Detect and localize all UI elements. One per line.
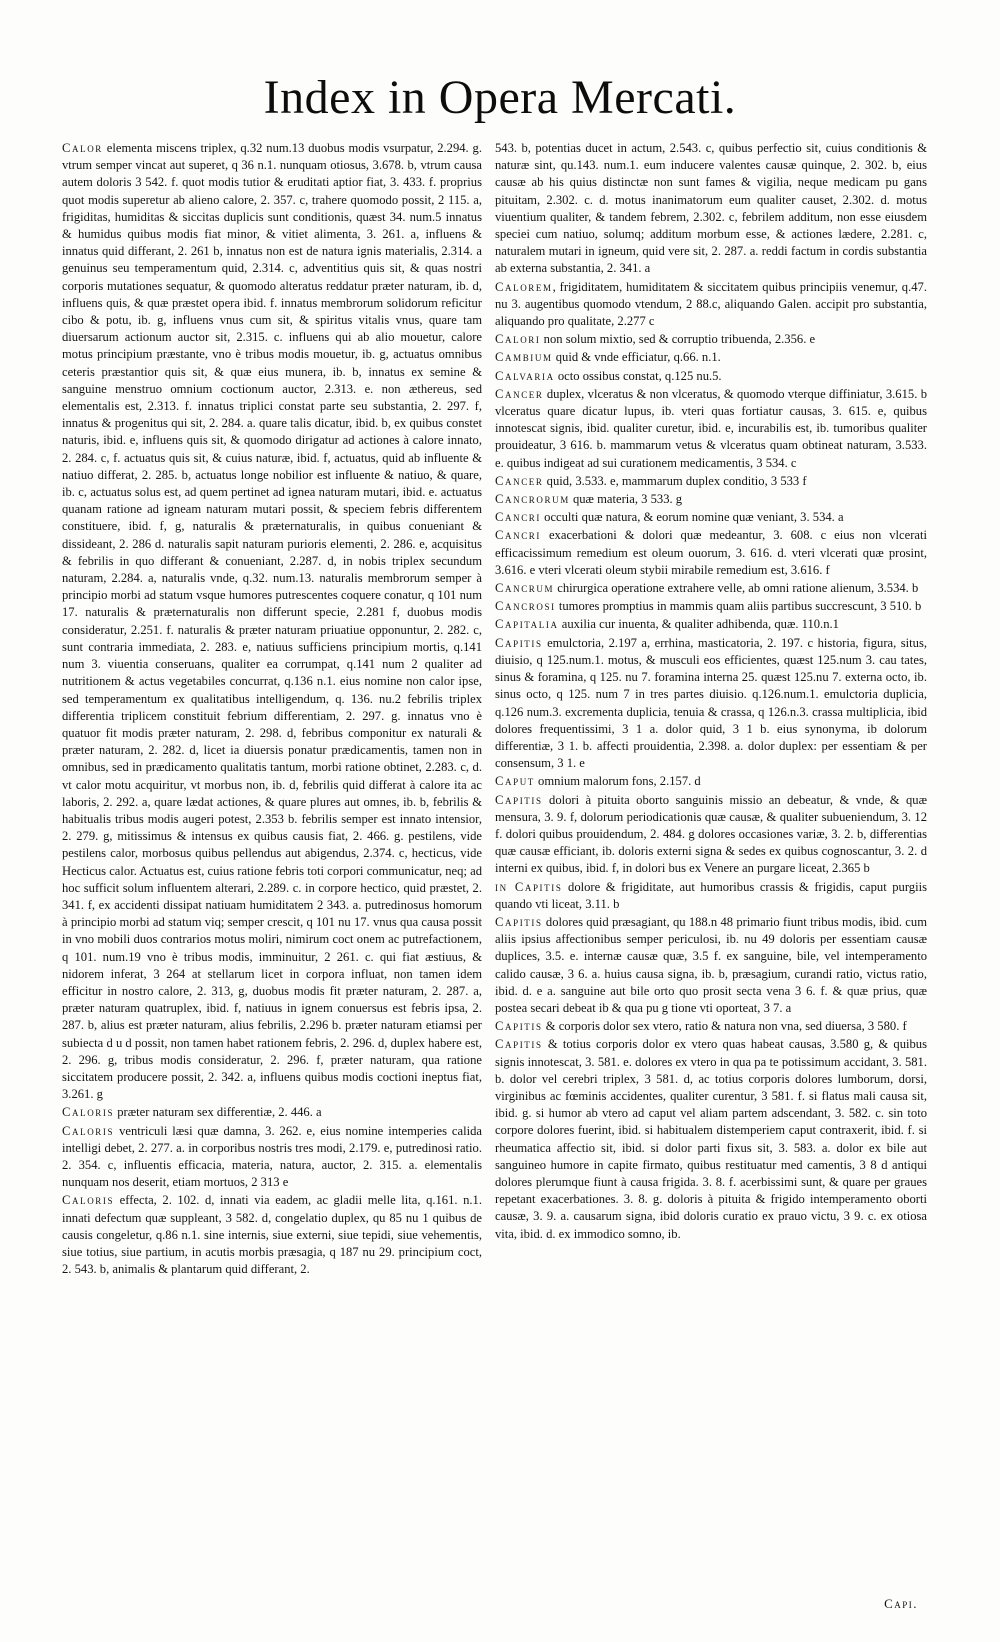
entry-text: 543. b, potentias ducet in actum, 2.543. c, quibus perfectio sit, cuius conditionis & naturæ sint, qu.143. num.1. eum inducere valentes causæ quinque, 2. 302. b, eius causæ ab his quius distinctæ non sunt fames & vigilia, neque medicam pu gans pituitam, 2.302. c. d. motus inanimatorum eum qualiter causet, 2.302. d. motus viuentium qualiter, & tandem febrem, 2.302. c, febrilem additum, non esse eiusdem speciei cum natiuo, solumq; additum morbum esse, & actiones lædere, 2.281. c, naturalem mutari in igneum, quid vere sit, 2. 287. a. reddi factum in cordis substantia ab externa substantia, 2. 341. a — [495, 141, 927, 276]
entry-headword: Calvaria — [495, 368, 555, 383]
entry-text: non solum mixtio, sed & corruptio tribuenda, 2.356. e — [540, 332, 816, 347]
index-entry — [495, 616, 927, 633]
index-entry — [495, 792, 927, 878]
entry-text: ventriculi læsi quæ damna, 3. 262. e, eius nomine intemperies calida intelligi debet, 2. 277. a. in corporibus nostris tres modi, 2.179. e, putredinosi ratio. 2. 354. c, influentis efficacia, materia, natura, auctor, 2. 315. a. elementalis nunquam nos deserit, etiam mortuos, 2 313 e — [62, 1123, 482, 1190]
entry-text: quid, 3.533. e, mammarum duplex conditio, 3 533 f — [543, 473, 807, 488]
index-entry — [62, 140, 482, 1103]
index-entry — [495, 1036, 927, 1242]
entry-text: duplex, vlceratus & non vlceratus, & quomodo vterque diffiniatur, 3.615. b vlceratus quare dicatur lupus, ib. vteri quas fortiatur causas, 3. 615. e, quibus innotescat signis, ibid. qualiter curetur, ibid. e, incurabilis est, ib. tumoribus qualiter prouideatur, 3 616. b. mammarum vetus & vlceratus quam obtineat naturam, 3.533. e. quibus indigeat ad sui curationem medicamentis, 3 534. c — [495, 386, 927, 470]
entry-headword: Capitis — [495, 914, 543, 929]
index-entry — [495, 773, 927, 790]
page-title: Index in Opera Mercati. — [263, 71, 737, 124]
index-entry — [495, 386, 927, 472]
entry-text: tumores promptius in mammis quam aliis partibus succrescunt, 3 510. b — [555, 599, 922, 614]
entry-text: , frigiditatem, humiditatem & siccitatem quibus principiis venemur, q.47. nu 3. augentibus quomodo vtendum, 2 88.c, aliquando Galen. accipit pro substantia, aliquando pro qualitate, 2.277 c — [495, 279, 927, 329]
entry-headword: Caloris — [62, 1105, 115, 1120]
entry-text: & corporis dolor sex vtero, ratio & natura non vna, sed diuersa, 3 580. f — [542, 1019, 907, 1034]
index-entry — [495, 1018, 927, 1035]
index-entry — [495, 473, 927, 490]
entry-headword: Caput — [495, 774, 535, 789]
index-entry — [495, 140, 927, 278]
entry-text: omnium malorum fons, 2.157. d — [534, 774, 701, 789]
catchword: Capi. — [884, 1596, 918, 1611]
entry-text: exacerbationi & dolori quæ medeantur, 3. 608. c eius non vlcerati efficacissimum remedium est oleum ouorum, 3. 616. d. vteri vlcerati quæ prosint, 3.616. e vteri vlcerati oleum stybii mirabile remedium est, 3.616. f — [495, 528, 927, 577]
entry-headword: Cancer — [495, 386, 544, 401]
entry-text: emulctoria, 2.197 a, errhina, masticatoria, 2. 197. c historia, figura, situs, diuisio, q 125.num.1. motus, & musculi eos efficientes, quæst 125.num 3. cau tates, sinus & foramina, q 125. nu 7. foramina interna 25. quæst 125.nu 7. externa octo, ib. sinus octo, q 125. num 7 in tres partes diuisio. q.126.num.1. emulctoria duplicia, q.126 num.3. excrementa duplicia, tenuia & crassa, q 126.n.3. crassa multiplicia, ibid dolores frequentissimi, 3 1 a. dolor quid, 3 1 b. eius synonyma, ib dolorum differentiæ, 3 1. b. affecti prouidentia, 2.398. a. dolor duplex: per essentiam & per consensum, 3 1. e — [495, 635, 927, 771]
entry-headword: Capitis — [495, 1037, 543, 1052]
entry-text: dolores quid præsagiant, qu 188.n 48 primario fiunt tribus modis, ibid. cum aliis ipsius affectionibus semper periculosi, ib. nu 49 doloris per essentiam causæ duplices, 3.5. e. internæ causæ quæ, 3.5 f. ex sanguine, bile, vel intemperamento calido causæ, 3 6. a. huius causa signa, ib. b, præsagium, curandi ratio, victus ratio, ibid. d. e a. sanguine aut bile orto quo prosit secta vena 3 6. f. & quæ prius, quæ postea secari debeat ib & qua pu g tione vti oporteat, 3 7. a — [495, 914, 927, 1015]
entry-headword: Cancer — [495, 473, 544, 488]
entry-headword: Cancrosi — [495, 599, 556, 614]
entry-headword: in Capitis — [495, 879, 563, 894]
entry-headword: Cambium — [495, 350, 553, 365]
entry-headword: Calorem — [495, 279, 553, 294]
entry-headword: Capitis — [495, 635, 543, 650]
index-entry — [62, 1123, 482, 1192]
entry-text: dolore & frigiditate, aut humoribus crassis & frigidis, caput purgiis quando vti liceat, 3.11. b — [495, 879, 927, 911]
entry-text: auxilia cur inuenta, & qualiter adhibenda, quæ. 110.n.1 — [558, 617, 839, 632]
entry-headword: Capitis — [495, 1019, 543, 1034]
entry-headword: Capitis — [495, 792, 543, 807]
entry-headword: Caloris — [62, 1193, 115, 1208]
index-entry — [495, 368, 927, 385]
index-entry — [495, 879, 927, 913]
entry-text: effecta, 2. 102. d, innati via eadem, ac gladii melle lita, q.161. n.1. innati defectum quæ suppleant, 3 582. d, congelatio duplex, qu 85 nu 1 quibus de causis congeletur, q.86 n.1. sine internis, siue externi, siue tepidi, siue vehementis, siue totius, siue partium, in acutis morbis præsagia, q 187 nu 29. principium coct, 2. 543. b, animalis & plantarum quid differant, 2. — [62, 1193, 482, 1277]
entry-headword: Calori — [495, 332, 541, 347]
index-entry — [495, 279, 927, 331]
right-column — [495, 140, 927, 1580]
entry-text: & totius corporis dolor ex vtero quas habeat causas, 3.580 g, & quibus signis innotescat, 3. 581. e. dolores ex vtero in qua pa te potissimum accidant, 3. 581. b. dolor vel cerebri triplex, 3 581. d, ac totius corporis dolores lumborum, dorsi, virginibus ac fœminis accidentes, qualiter curentur, 3 581. f. si flatus mali causa sit, ibid. g. si humor ab vtero ad caput vel aliam partem adscendant, 3. 582. c. sin toto corpore dolores fuerint, ibid. si habitualem distemperiem caput contraxerit, ibid. f. si rheumatica affectio sit, ibid. si dolor parti fixus sit, 3. 583. a. dolor ex bile aut sanguineo humore in capite firmato, quibus restituatur med camentis, 3 8 d antiqui dolores plerumque fiunt à causa frigida. 3. 8. f. acerbissimi sunt, & quare per graues repetant exacerbationes. 3. 8. g. doloris à pituita & frigido intemperamento oborti causæ, 3. 9. a. causarum signa, ibid doloris curatio ex prauo victu, 3 9. c. ex otiosa vita, ibid. d. ex immodico somno, ib. — [495, 1037, 927, 1241]
index-entry — [495, 635, 927, 773]
entry-text: quid & vnde efficiatur, q.66. n.1. — [552, 350, 721, 365]
index-entry — [495, 580, 927, 597]
index-entry — [62, 1192, 482, 1278]
entry-text: octo ossibus constat, q.125 nu.5. — [554, 368, 722, 383]
entry-headword: Cancri — [495, 528, 542, 543]
entry-headword: Cancrum — [495, 581, 555, 596]
entry-text: chirurgica operatione extrahere velle, ab omni ratione alienum, 3.534. b — [554, 581, 919, 596]
entry-text: dolori à pituita oborto sanguinis missio an debeatur, & vnde, & quæ mensura, 3. 9. f, dolorum periodicationis quæ causæ, & qualiter subueniendum, 3. 12 f. dolori quibus prouidendum, 2. 484. g dolores occasiones variæ, 3. 2. b, differentias quæ causæ efficiant, ib. doloris externi signa & sedes ex quibus cognoscantur, 3. 2. d interni ex quibus, ibid. f, in dolori bus ex Venere an purgare liceat, 2.365 b — [495, 792, 927, 876]
entry-headword: Capitalia — [495, 617, 559, 632]
index-entry — [495, 491, 927, 508]
entry-text: occulti quæ natura, & eorum nomine quæ veniant, 3. 534. a — [541, 510, 844, 525]
entry-headword: Cancri — [495, 510, 542, 525]
entry-headword: Caloris — [62, 1123, 115, 1138]
entry-text: præter naturam sex differentiæ, 2. 446. a — [114, 1105, 322, 1120]
index-entry — [495, 331, 927, 348]
entry-text: elementa miscens triplex, q.32 num.13 duobus modis vsurpatur, 2.294. g. vtrum semper vincat aut superet, q 36 n.1. nunquam otiosus, 3.678. b, vtrum causa autem doloris 3 542. f. quot modis tutior & eruditati aptior fiat, 3. 433. f. proprius quot modis superetur ab alieno calore, 2. 357. c, trahere quomodo possit, 2 115. a, frigiditas, humiditas & siccitas duplicis sunt conditionis, quæst 34. num.5 innatus & humidus quibus modis fiat minor, & vitiet alimenta, 3. 261. a, influens & innatus quid differant, 2. 261 b, innatus non est de natura ignis materialis, 2.314. a genuinus seu temperamentum quid, 2.314. c, adventitius quis sit, & quas nostri corporis mutationes sequatur, & quomodo alteratus reddatur præter naturam, ib. d, influens quis, & quæ præstet opera ibid. f. innatus membrorum solidorum reficitur cibo & potu, ib. g, influens vnus cum sit, & spiritus vitalis vnus, quare tam diuersarum actionum auctor sit, 2.315. c. influens qui ab alio mouetur, calore motus principium præstante, vno è tribus modis mouetur, ib. g, actuatus omnibus ceteris præstantior quis sit, & quæ eius munera, ib. b, innatus ex semine & sanguine menstruo omnium coctionum auctor, 2.313. e. non æthereus, sed elementalis est, 2.313. f. innatus triplici constat parte seu substantia, 2. 297. f, innatus & progenitus qui sit, 2. 284. a. quare talis dicatur, ibid. b, ex quibus constet naturis, ibid. e, influens quis sit, & quomodo dirigatur ad actiones à calore innato, 2. 284. c, f. actuatus quis sit, & cuius naturæ, ibid. f, actuatus, quid ab influente & natiuo differat, 2. 285. b, actuatus longe nobilior est influente & natiuo, & quare, ib. c, actuatus solus est, ad quem pertinet ad ignea naturam mutari, ibid. e. actuatus quanam ratione ad igneam naturam mutari possit, & speciem febris differentem constituere, ibid. f, g, naturalis & præternaturalis, in quibus conueniant & dissideant, 2. 286 d. naturalis sapit naturam purioris elementi, 2. 286. e, acquisitus & febrilis in quo differant & conueniant, 2.287. d, in nobis triplex secundum naturam, 2.284. a, naturalis vnde, q.32. num.13. naturalis membrorum semper à principio morbi ad statum vsque humores putrescentes coquere conatur, q 101 num 17. naturalis & præternaturalis non differunt specie, 2.281 f, duobus modis consideratur, 2.251. f. naturalis & præter naturam priuatiue opponuntur, 2. 282. c, sunt contraria immediata, 2. 283. e, natiuus sufficiens principium mortis, q.141 num 3. viuentia conseruans, qualiter ea corrumpat, q.141 num 2 qualiter ad nutritionem & actus vegetabiles concurrat, q.136 n.1. eius nomine non calor ipse, sed temperamentum ex qualitatibus intelligendum, q. 136. nu.2 febrilis triplex differentia triplicem constituit febrium differentiam, 2. 297. g. innatus vno è quatuor fit modis præter naturam, 2. 298. d, febribus componitur ex naturali & præter naturam, 2. 282. d, licet ia diuersis ponatur prædicamentis, tamen non in omnibus, sed in prædicamento qualitatis tantum, morbi ratione obtinet, 2.283. c, d. vt calor motu acquiritur, vt morbus non, ib. d, febrilis quid differat à calore ita ac laboris, 2. 292. a, quare lædat actiones, & quare plures aut omnes, ib. b, febrilis & habitualis tribus modis augeri potest, 2.353 b. febrilis semper est innato intensior, 2. 279. g, mitissimus & intensus ex quibus causis fiat, 2. 466. g. pestilens, vide pestilens calor, morbosus quibus pellendus aut abigendus, 2.374. c, hecticus, vide Hecticus calor. Actuatus est, cuius ratione febris toti corpori communicatur, neq; ad hoc sufficit solum influentem alterari, 2.289. c. in corpore hectico, quid præstet, 2. 341. f, ex accidenti dissipat natiuam humiditatem 2 343. a. putredinosus homorum à principio morbi ad statum viq; semper crescit, q 101 nu 17. vnus qua causa possit in vno mobili duos contrarios motus moliri, nimirum coct onem ac putrefactionem, q 101. num.19 vno è tribus modis, imminuitur, 2 261. c. qui fiat æstiuus, & nidorem inferat, 3 264 at stellarum licet in corpora influat, non tamen idem efficitur in nostro calore, 2. 313, g, duobus modis fit præter naturam, 2. 287. a, præter naturam quatruplex, ibid. f, natiuus in ignem conuersus est febris ipsa, 2. 287. b, alius est præter naturam, alius febrilis, 2.296 b. præter naturam etiamsi per subiecta d u d possit, non tamen habet rationem febris, 2. 296. d, duplex habere est, 2. 296. g, tribus modis consideratur, 2. 296. f, præter naturam, qua ratione siccitatem producere possit, 2. 342. a, influens quibus modis coctioni ineptus fiat, 3.261. g — [62, 141, 482, 1102]
entry-headword: Cancrorum — [495, 492, 570, 507]
entry-text: quæ materia, 3 533. g — [569, 492, 683, 507]
index-entry — [62, 1104, 482, 1121]
index-entry — [495, 914, 927, 1017]
index-entry — [495, 527, 927, 579]
index-entry — [495, 349, 927, 366]
index-entry — [495, 598, 927, 615]
entry-headword: Calor — [62, 141, 103, 155]
left-column — [62, 140, 482, 1580]
index-entry — [495, 509, 927, 526]
